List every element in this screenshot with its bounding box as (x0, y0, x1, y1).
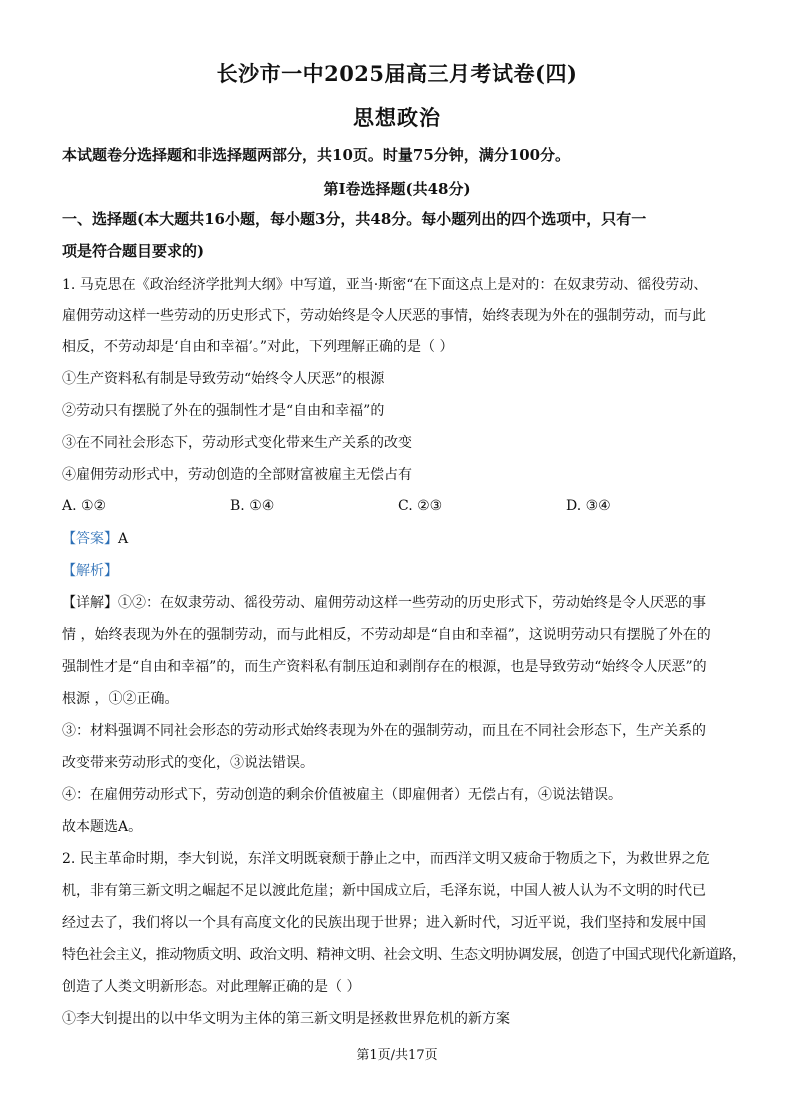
q1-option-c: C. ②③ (398, 498, 443, 514)
subject-title: 思想政治 (353, 105, 441, 130)
answer-tag: 【答案】 (62, 531, 118, 547)
answer-value: A (118, 531, 129, 547)
section-heading-line2: 项是符合题目要求的) (62, 242, 205, 260)
q2-statement: ①李大钊提出的以中华文明为主体的第三新文明是拯救世界危机的新方案 (62, 1011, 510, 1027)
q1-detail-line: 根源 ，①②正确。 (62, 691, 179, 707)
q2-stem-line: 机，非有第三新文明之崛起不足以渡此危崖；新中国成立后，毛泽东说，中国人被人认为不文明的时代已 (62, 883, 706, 899)
q1-detail-line: 情 ，始终表现为外在的强制劳动，而与此相反，不劳动却是“自由和幸福”，这说明劳动只有摆脱了外在的 (62, 627, 711, 643)
q1-option-a: A. ①② (62, 498, 107, 514)
q1-stem-line: 雇佣劳动这样一些劳动的历史形式下，劳动始终是令人厌恶的事情，始终表现为外在的强制劳动，而与此 (62, 308, 706, 324)
exam-title: 长沙市一中2025届高三月考试卷(四) (216, 61, 578, 86)
q1-detail-line: 强制性才是“自由和幸福”的，而生产资料私有制压迫和剥削存在的根源，也是导致劳动“始终令人厌恶”的 (62, 659, 707, 675)
q1-answer-row (62, 530, 742, 548)
q1-statement: ①生产资料私有制是导致劳动“始终令人厌恶”的根源 (62, 371, 385, 387)
q1-detail-line: 【详解】①②：在奴隶劳动、徭役劳动、雇佣劳动这样一些劳动的历史形式下，劳动始终是令人厌恶的事 (62, 595, 706, 611)
q1-option-b: B. ①④ (230, 498, 275, 514)
section-heading-line1: 一、选择题(本大题共16小题，每小题3分，共48分。每小题列出的四个选项中，只有一 (62, 210, 647, 228)
q2-stem-line: 特色社会主义，推动物质文明、政治文明、精神文明、社会文明、生态文明协调发展，创造了中国式现代化新道路， (62, 947, 746, 963)
q2-stem-line: 经过去了，我们将以一个具有高度文化的民族出现于世界；进入新时代，习近平说，我们坚持和发展中国 (62, 915, 706, 931)
q1-statement: ③在不同社会形态下，劳动形式变化带来生产关系的改变 (62, 435, 412, 451)
q2-stem-line: 2. 民主革命时期，李大钊说，东洋文明既衰颓于静止之中，而西洋文明又疲命于物质之下，为救世界之危 (62, 851, 710, 867)
page-footer: 第1页/共17页 (356, 1048, 438, 1063)
part-heading: 第Ⅰ卷选择题(共48分) (323, 180, 471, 198)
q1-option-d: D. ③④ (566, 498, 611, 514)
q1-detail-line: ④：在雇佣劳动形式下，劳动创造的剩余价值被雇主（即雇佣者）无偿占有，④说法错误。 (62, 787, 622, 803)
q1-detail-line: 故本题选A。 (62, 819, 143, 835)
exam-intro: 本试题卷分选择题和非选择题两部分，共10页。时量75分钟，满分100分。 (62, 146, 571, 164)
q1-detail-line: ③：材料强调不同社会形态的劳动形式始终表现为外在的强制劳动，而且在不同社会形态下，生产关系的 (62, 723, 706, 739)
q1-statement: ④雇佣劳动形式中，劳动创造的全部财富被雇主无偿占有 (62, 467, 412, 483)
q1-stem-line: 相反，不劳动却是‘自由和幸福’。”对此，下列理解正确的是（ ） (62, 339, 454, 355)
q1-statement: ②劳动只有摆脱了外在的强制性才是“自由和幸福”的 (62, 403, 385, 419)
q1-stem-line: 1. 马克思在《政治经济学批判大纲》中写道，亚当·斯密“在下面这点上是对的：在奴隶劳动、徭役劳动、 (62, 277, 708, 293)
q1-detail-line: 改变带来劳动形式的变化，③说法错误。 (62, 755, 314, 771)
analysis-tag: 【解析】 (62, 563, 118, 579)
q2-stem-line: 创造了人类文明新形态。对此理解正确的是（ ） (62, 979, 361, 995)
